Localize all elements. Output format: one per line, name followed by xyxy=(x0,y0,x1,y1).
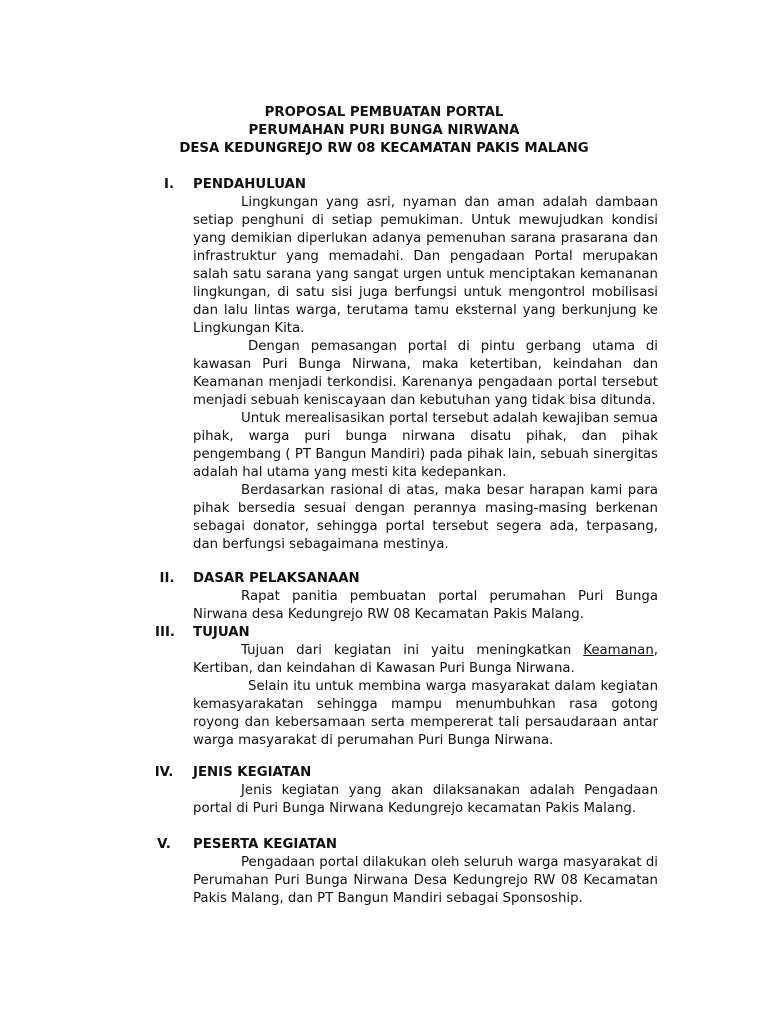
section-heading-pendahuluan: PENDAHULUAN xyxy=(193,177,307,192)
tujuan-underlined-word: Keamanan xyxy=(583,643,654,658)
paragraph-dasar-pelaksanaan: Rapat panitia pembuatan portal perumahan Puri Bunga Nirwana desa Kedungrejo RW 08 Kecamatan Pakis Malang. xyxy=(193,589,658,622)
section-numeral: I. xyxy=(164,177,174,192)
section-numeral: IV. xyxy=(154,765,174,780)
tujuan-text-after: , Kertiban, dan keindahan di Kawasan Puri Bunga Nirwana. xyxy=(193,643,658,676)
paragraph-jenis-kegiatan: Jenis kegiatan yang akan dilaksanakan adalah Pengadaan portal di Puri Bunga Nirwana Kedungrejo kecamatan Pakis Malang. xyxy=(193,783,658,816)
section-heading-dasar-pelaksanaan: DASAR PELAKSANAAN xyxy=(193,571,360,586)
paragraph-tujuan-2: Selain itu untuk membina warga masyarakat dalam kegiatan kemasyarakatan sehingga mampu menumbuhkan rasa gotong royong dan kebersamaan serta mempererat tali persaudaraan antar warga masyarakat di perumahan Puri Bunga Nirwana. xyxy=(193,679,658,748)
title-line-3: DESA KEDUNGREJO RW 08 KECAMATAN PAKIS MALANG xyxy=(179,141,589,156)
section-numeral: II. xyxy=(159,571,175,586)
section-numeral: V. xyxy=(157,837,171,852)
section-numeral: III. xyxy=(155,625,175,640)
section-heading-tujuan: TUJUAN xyxy=(193,625,250,640)
paragraph-tujuan-1 xyxy=(193,642,658,678)
section-heading-jenis-kegiatan: JENIS KEGIATAN xyxy=(193,765,312,780)
paragraph-pendahuluan-2: Dengan pemasangan portal di pintu gerbang utama di kawasan Puri Bunga Nirwana, maka ketertiban, keindahan dan Keamanan menjadi terkondisi. Karenanya pengadaan portal tersebut menjadi sebuah keniscayaan dan kebutuhan yang tidak bisa ditunda. xyxy=(193,339,658,408)
paragraph-peserta-kegiatan: Pengadaan portal dilakukan oleh seluruh warga masyarakat di Perumahan Puri Bunga Nirwana Desa Kedungrejo RW 08 Kecamatan Pakis Malang, dan PT Bangun Mandiri sebagai Sponsoship. xyxy=(193,855,658,906)
section-heading-peserta-kegiatan: PESERTA KEGIATAN xyxy=(193,837,338,852)
paragraph-pendahuluan-1: Lingkungan yang asri, nyaman dan aman adalah dambaan setiap penghuni di setiap pemukiman. Untuk mewujudkan kondisi yang demikian diperlukan adanya pemenuhan sarana prasarana dan infrastruktur yang memadahi. Dan pengadaan Portal merupakan salah satu sarana yang sangat urgen untuk menciptakan kemananan lingkungan, di satu sisi juga berfungsi untuk mengontrol mobilisasi dan lalu lintas warga, terutama tamu eksternal yang berkunjung ke Lingkungan Kita. xyxy=(193,195,658,336)
title-line-1: PROPOSAL PEMBUATAN PORTAL xyxy=(264,105,504,120)
tujuan-text-before: Tujuan dari kegiatan ini yaitu meningkatkan xyxy=(241,643,584,658)
paragraph-pendahuluan-4: Berdasarkan rasional di atas, maka besar harapan kami para pihak bersedia sesuai dengan perannya masing-masing berkenan sebagai donator, sehingga portal tersebut segera ada, terpasang, dan berfungsi sebagaimana mestinya. xyxy=(193,483,658,552)
title-line-2: PERUMAHAN PURI BUNGA NIRWANA xyxy=(248,123,520,138)
paragraph-pendahuluan-3: Untuk merealisasikan portal tersebut adalah kewajiban semua pihak, warga puri bunga nirwana disatu pihak, dan pihak pengembang ( PT Bangun Mandiri) pada pihak lain, sebuah sinergitas adalah hal utama yang mesti kita kedepankan. xyxy=(193,411,658,480)
